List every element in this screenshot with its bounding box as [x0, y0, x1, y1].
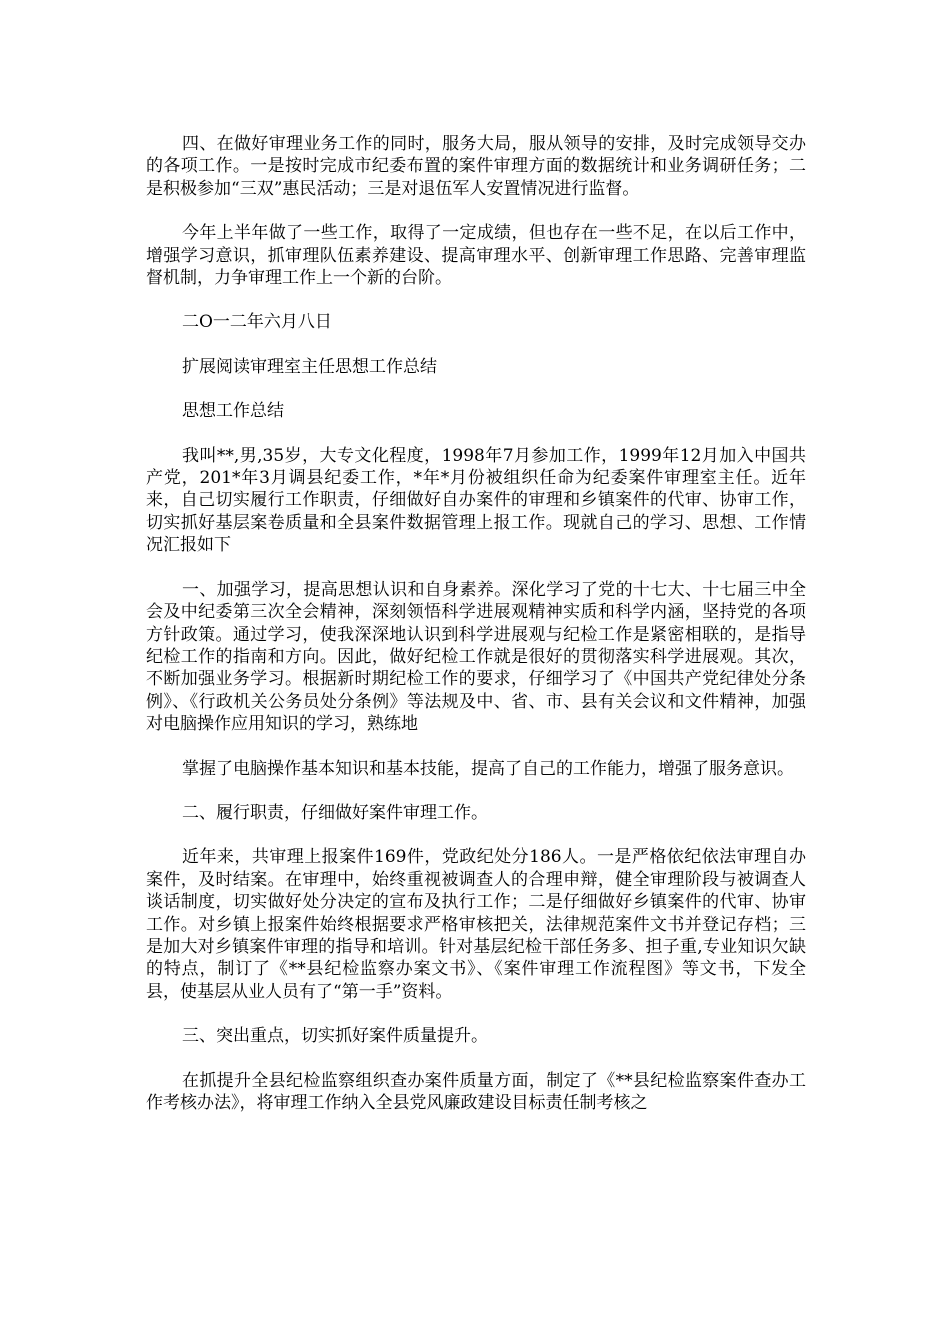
paragraph-heading-duties: 二、履行职责，仔细做好案件审理工作。 — [182, 802, 488, 823]
paragraph-case-review: 近年来，共审理上报案件169件，党政纪处分186人。一是严格依纪依法审理自办案件，及时结案。在审理中，始终重视被调查人的合理申辩，健全审理阶段与被调查人谈话制度，切实做好处分决定的宣布及执行工作；二是仔细做好乡镇案件的代审、协审工作。对乡镇上报案件始终根据要求严格审核把关，法律规范案件文书并登记存档；三是加大对乡镇案件审理的指导和培训。针对基层纪检干部任务多、担子重,专业知识欠缺的特点，制订了《**县纪检监察办案文书》、《案件审理工作流程图》等文书，下发全县，使基层从业人员有了“第一手”资料。 — [146, 847, 806, 1002]
paragraph-extended-reading-title: 扩展阅读审理室主任思想工作总结 — [182, 356, 437, 377]
paragraph-heading-quality: 三、突出重点，切实抓好案件质量提升。 — [182, 1026, 488, 1047]
paragraph-self-introduction: 我叫**,男,35岁，大专文化程度，1998年7月参加工作，1999年12月加入中国共产党，201*年3月调县纪委工作，*年*月份被组织任命为纪委案件审理室主任。近年来，自己切实履行工作职责，仔细做好自办案件的审理和乡镇案件的代审、协审工作，切实抓好基层案卷质量和全县案件数据管理上报工作。现就自己的学习、思想、工作情况汇报如下 — [146, 445, 806, 556]
paragraph-half-year-summary: 今年上半年做了一些工作，取得了一定成绩，但也存在一些不足，在以后工作中，增强学习意识，抓审理队伍素养建设、提高审理水平、创新审理工作思路、完善审理监督机制，力争审理工作上一个新的台阶。 — [146, 223, 806, 289]
paragraph-strengthen-study: 一、加强学习，提高思想认识和自身素养。深化学习了党的十七大、十七届三中全会及中纪委第三次全会精神，深刻领悟科学进展观精神实质和科学内涵，坚持党的各项方针政策。通过学习，使我深深地认识到科学进展观与纪检工作是紧密相联的，是指导纪检工作的指南和方向。因此，做好纪检工作就是很好的贯彻落实科学进展观。其次，不断加强业务学习。根据新时期纪检工作的要求，仔细学习了《中国共产党纪律处分条例》、《行政机关公务员处分条例》等法规及中、省、市、县有关会议和文件精神，加强对电脑操作应用知识的学习，熟练地 — [146, 579, 806, 735]
paragraph-date: 二O一二年六月八日 — [182, 312, 332, 333]
paragraph-task-four: 四、在做好审理业务工作的同时，服务大局，服从领导的安排，及时完成领导交办的各项工作。一是按时完成市纪委布置的案件审理方面的数据统计和业务调研任务；二是积极参加“三双”惠民活动；三是对退伍军人安置情况进行监督。 — [146, 134, 806, 199]
paragraph-section-title: 思想工作总结 — [182, 401, 284, 422]
document-body — [146, 133, 806, 1136]
paragraph-quality-improvement: 在抓提升全县纪检监察组织查办案件质量方面，制定了《**县纪检监察案件查办工作考核办法》，将审理工作纳入全县党风廉政建设目标责任制考核之 — [146, 1070, 806, 1113]
paragraph-computer-skills: 掌握了电脑操作基本知识和基本技能，提高了自己的工作能力，增强了服务意识。 — [182, 758, 794, 779]
